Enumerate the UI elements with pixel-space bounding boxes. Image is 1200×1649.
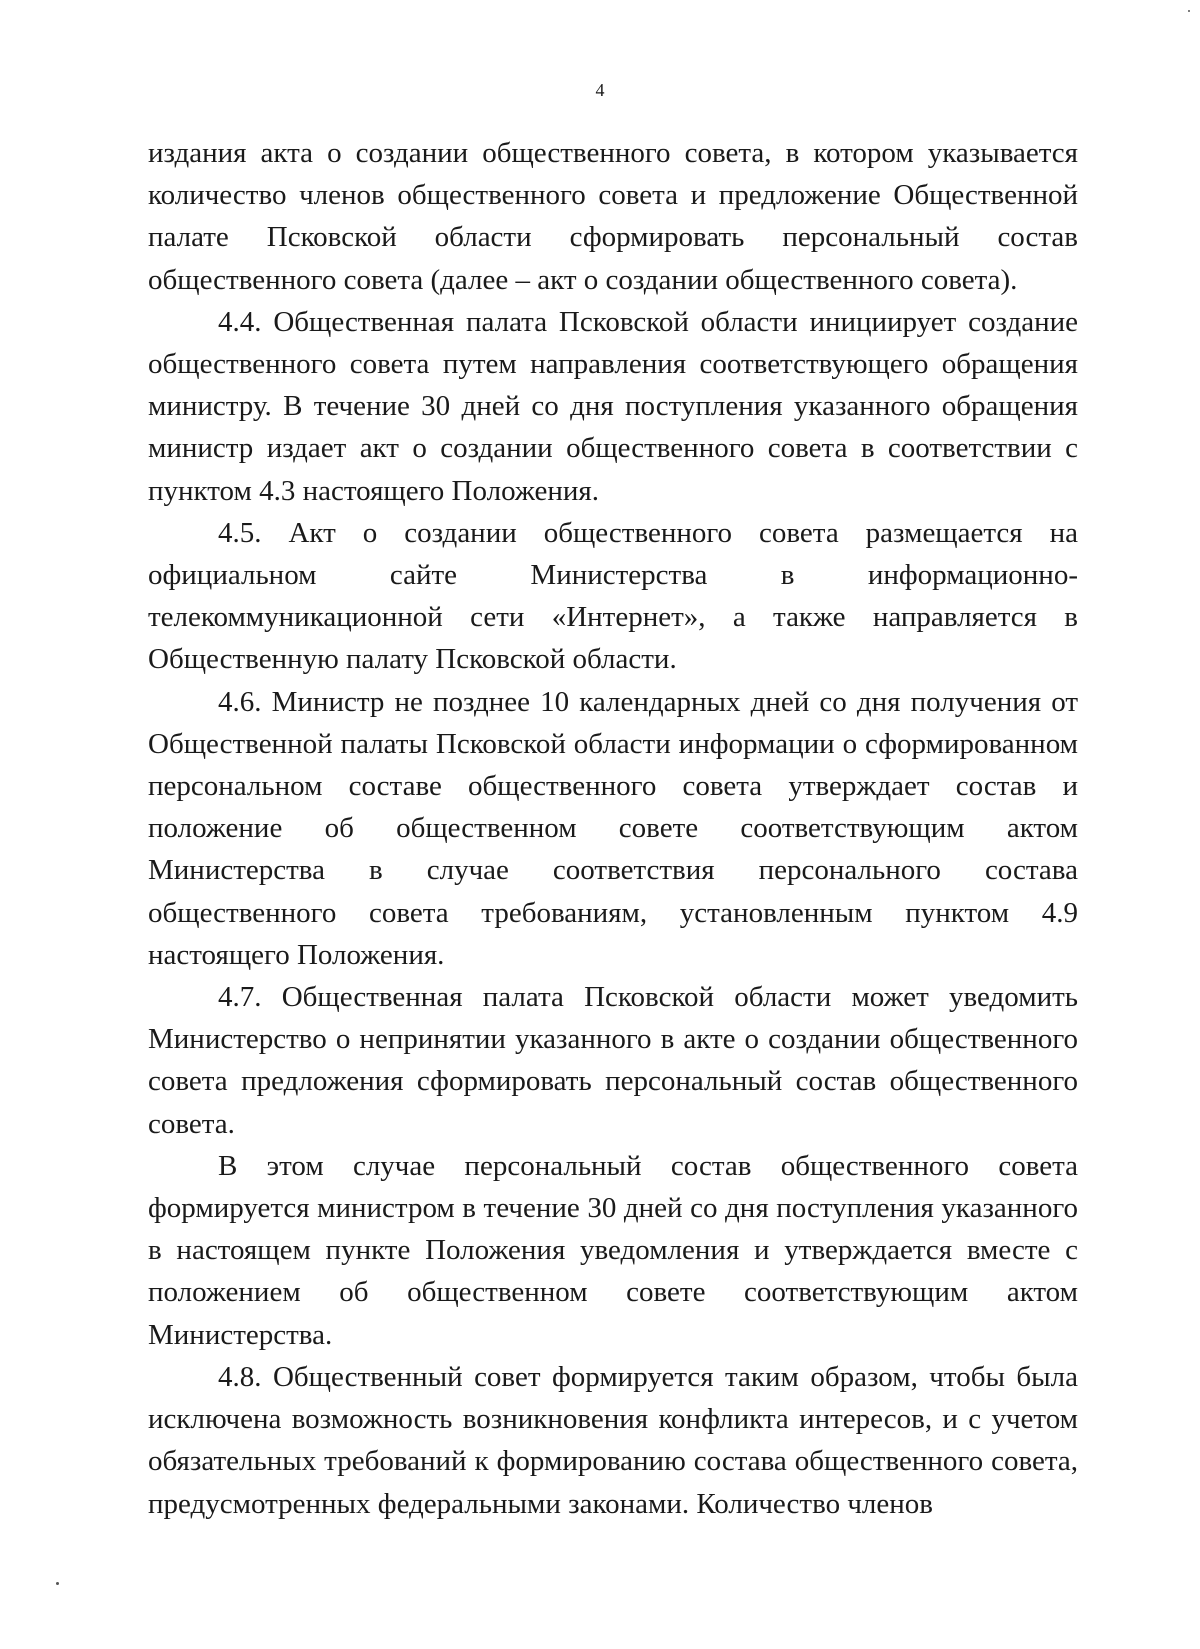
paragraph-4-5: 4.5. Акт о создании общественного совета размещается на официальном сайте Министерства в информационно-телекоммуникационной сети «Интернет», а также направляется в Общественную палату Псковской области. xyxy=(148,516,1078,676)
paragraph-continuation: издания акта о создании общественного совета, в котором указывается количество членов общественного совета и предложение Общественной палате Псковской области сформировать персональный состав общественного совета (далее – акт о создании общественного совета). xyxy=(148,137,1078,296)
document-body xyxy=(148,132,1078,1525)
paragraph-4-7-continued: В этом случае персональный состав общественного совета формируется министром в течение 30 дней со дня поступления указанного в настоящем пункте Положения уведомления и утверждается вместе с положением об общественном совете соответствующим актом Министерства. xyxy=(148,1149,1078,1351)
paragraph-4-8: 4.8. Общественный совет формируется таким образом, чтобы была исключена возможность возникновения конфликта интересов, и с учетом обязательных требований к формированию состава общественного совета, предусмотренных федеральными законами. Количество членов xyxy=(148,1360,1078,1520)
paragraph-4-6: 4.6. Министр не позднее 10 календарных дней со дня получения от Общественной палаты Псковской области информации о сформированном персональном составе общественного совета утверждает состав и положение об общественном совете соответствующим актом Министерства в случае соответствия персонального состава общественного совета требованиям, установленным пунктом 4.9 настоящего Положения. xyxy=(148,685,1078,971)
paragraph-4-4: 4.4. Общественная палата Псковской области инициирует создание общественного совета путем направления соответствующего обращения министру. В течение 30 дней со дня поступления указанного обращения министр издает акт о создании общественного совета в соответствии с пунктом 4.3 настоящего Положения. xyxy=(148,305,1078,507)
scan-speck xyxy=(1188,10,1190,12)
paragraph-4-7: 4.7. Общественная палата Псковской области может уведомить Министерство о непринятии указанного в акте о создании общественного совета предложения сформировать персональный состав общественного совета. xyxy=(148,981,1078,1140)
page-number: 4 xyxy=(595,80,605,100)
scan-speck xyxy=(56,1582,59,1585)
